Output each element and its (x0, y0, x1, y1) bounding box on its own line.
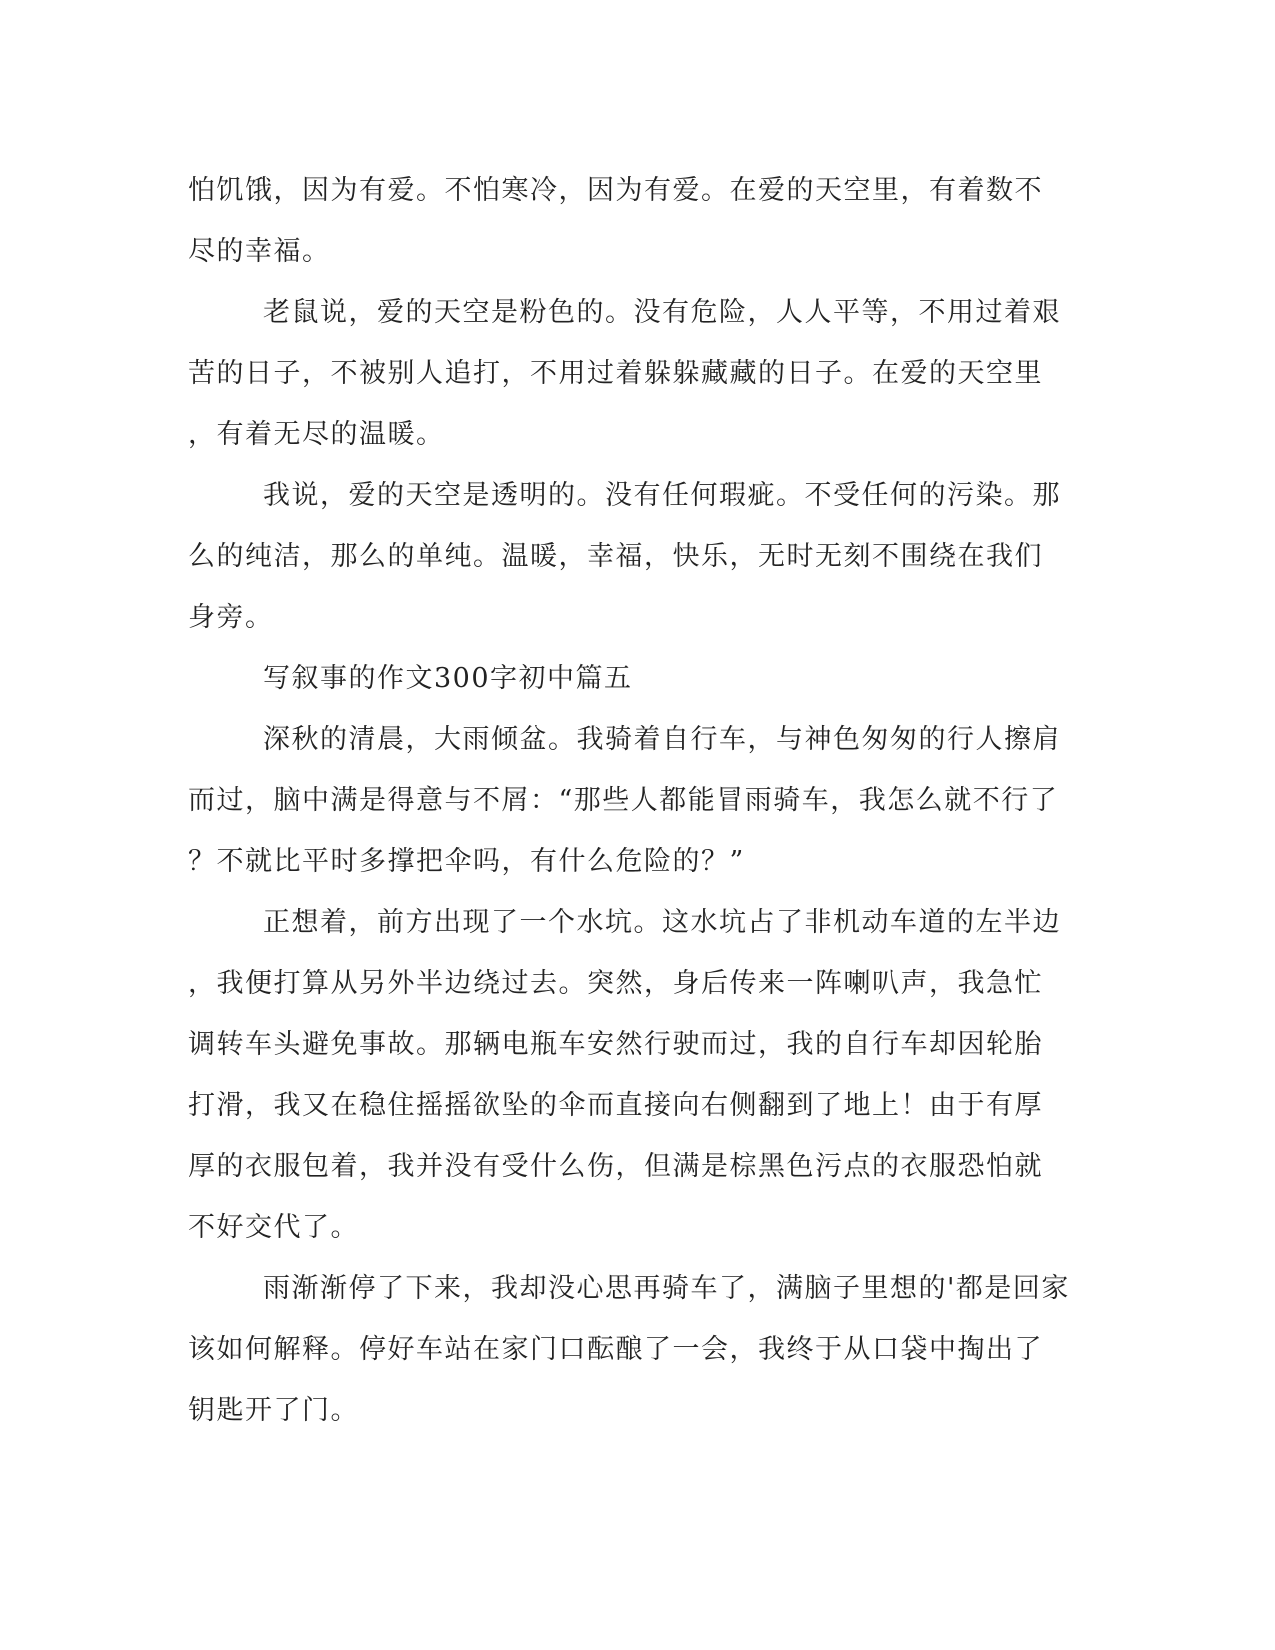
text-line: 雨渐渐停了下来，我却没心思再骑车了，满脑子里想的'都是回家 (263, 1273, 1070, 1304)
text-line: 深秋的清晨，大雨倾盆。我骑着自行车，与神色匆匆的行人擦肩 (263, 724, 1061, 755)
text-line: ，我便打算从另外半边绕过去。突然，身后传来一阵喇叭声，我急忙 (188, 968, 1043, 999)
text-line: 我说，爱的天空是透明的。没有任何瑕疵。不受任何的污染。那 (263, 480, 1061, 511)
text-line: ，有着无尽的温暖。 (188, 419, 445, 450)
text-line: 调转车头避免事故。那辆电瓶车安然行驶而过，我的自行车却因轮胎 (188, 1029, 1043, 1060)
body-text (188, 160, 1088, 1441)
text-line: 打滑，我又在稳住摇摇欲坠的伞而直接向右侧翻到了地上！由于有厚 (188, 1090, 1043, 1121)
text-line: 不好交代了。 (188, 1212, 359, 1243)
text-line: 正想着，前方出现了一个水坑。这水坑占了非机动车道的左半边 (263, 907, 1061, 938)
text-line: 该如何解释。停好车站在家门口酝酿了一会，我终于从口袋中掏出了 (188, 1334, 1043, 1365)
text-line: 身旁。 (188, 602, 274, 633)
text-line: 而过，脑中满是得意与不屑：“那些人都能冒雨骑车，我怎么就不行了 (188, 785, 1059, 816)
text-line: 钥匙开了门。 (188, 1395, 359, 1426)
text-line: 厚的衣服包着，我并没有受什么伤，但满是棕黑色污点的衣服恐怕就 (188, 1151, 1043, 1182)
text-line: 尽的幸福。 (188, 236, 331, 267)
text-line: 苦的日子，不被别人追打，不用过着躲躲藏藏的日子。在爱的天空里 (188, 358, 1043, 389)
text-line: 老鼠说，爱的天空是粉色的。没有危险，人人平等，不用过着艰 (263, 297, 1061, 328)
section-heading: 写叙事的作文300字初中篇五 (263, 663, 633, 694)
text-line: ？不就比平时多撑把伞吗，有什么危险的？” (188, 846, 745, 877)
text-line: 怕饥饿，因为有爱。不怕寒冷，因为有爱。在爱的天空里，有着数不 (188, 175, 1043, 206)
text-line: 么的纯洁，那么的单纯。温暖，幸福，快乐，无时无刻不围绕在我们 (188, 541, 1043, 572)
